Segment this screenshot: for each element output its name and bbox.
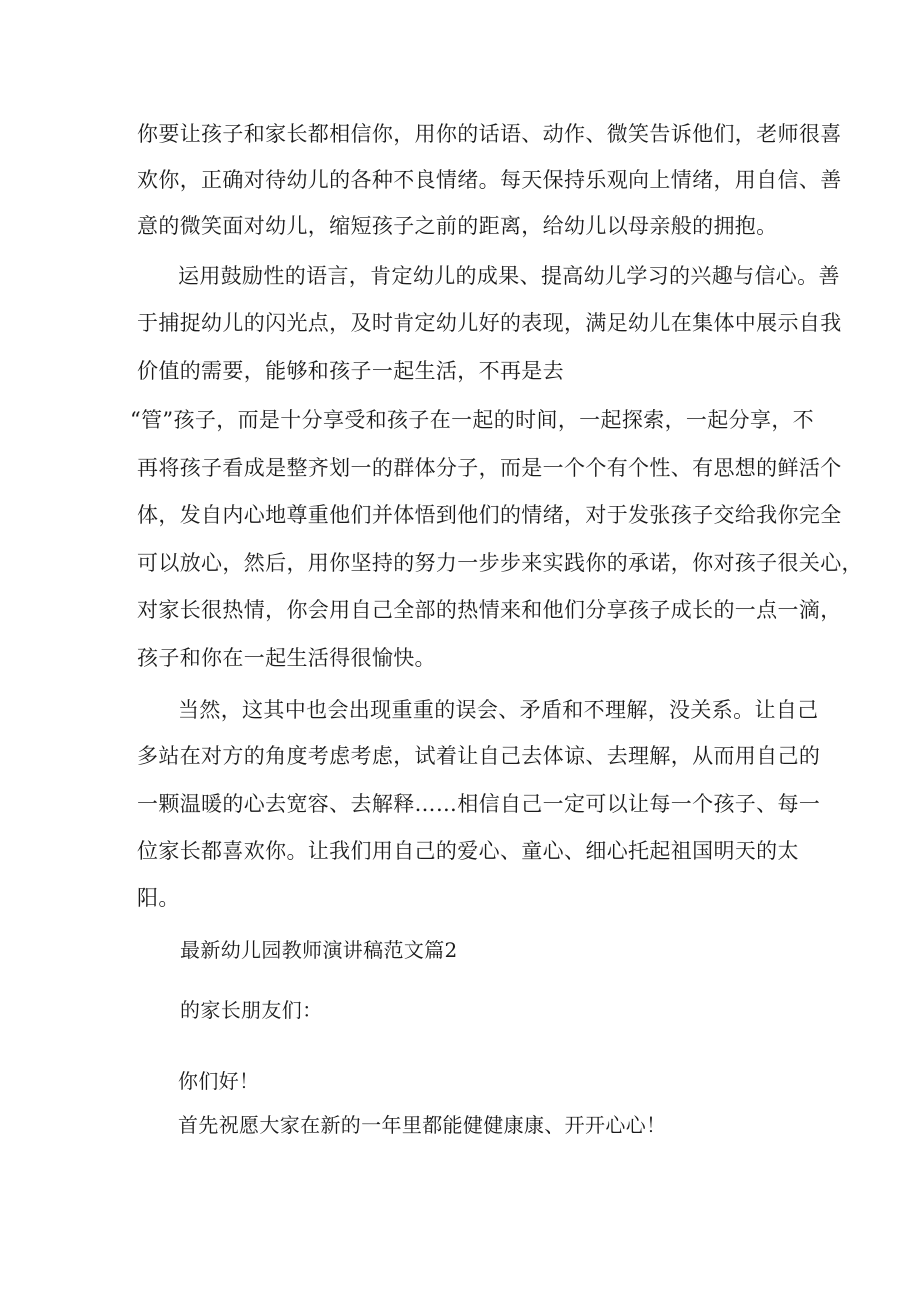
paragraph-4-line-2: 多站在对方的角度考虑考虑，试着让自己去体谅、去理解，从而用自己的 [137, 744, 821, 768]
paragraph-1-line-2: 欢你，正确对待幼儿的各种不良情绪。每天保持乐观向上情绪，用自信、善 [137, 168, 842, 192]
paragraph-3-line-5: 对家长很热情，你会用自己全部的热情来和他们分享孩子成长的一点一滴， [137, 598, 842, 622]
paragraph-3-line-6: 孩子和你在一起生活得很愉快。 [137, 646, 436, 670]
paragraph-1-line-1: 你要让孩子和家长都相信你，用你的话语、动作、微笑告诉他们，老师很喜 [137, 122, 842, 146]
paragraph-3-line-1: “管”孩子，而是十分享受和孩子在一起的时间，一起探索，一起分享，不 [130, 408, 815, 432]
paragraph-1-line-3: 意的微笑面对幼儿，缩短孩子之前的距离，给幼儿以母亲般的拥抱。 [137, 214, 778, 238]
paragraph-4-line-1: 当然，这其中也会出现重重的误会、矛盾和不理解，没关系。让自己 [178, 698, 819, 722]
paragraph-2-line-2: 于捕捉幼儿的闪光点，及时肯定幼儿好的表现，满足幼儿在集体中展示自我 [137, 311, 842, 335]
paragraph-4-line-5: 阳。 [137, 886, 180, 910]
paragraph-2-line-1: 运用鼓励性的语言，肯定幼儿的成果、提高幼儿学习的兴趣与信心。善 [178, 264, 840, 288]
paragraph-2-line-3: 价值的需要，能够和孩子一起生活，不再是去 [137, 359, 564, 383]
greeting-line: 你们好！ [178, 1069, 260, 1093]
paragraph-4-line-3: 一颗温暖的心去宽容、去解释……相信自己一定可以让每一个孩子、每一 [137, 792, 821, 816]
paragraph-4-line-4: 位家长都喜欢你。让我们用自己的爱心、童心、细心托起祖国明天的太 [137, 839, 799, 863]
paragraph-3-line-2: 再将孩子看成是整齐划一的群体分子，而是一个个有个性、有思想的鲜活个 [137, 456, 842, 480]
wishes-line: 首先祝愿大家在新的一年里都能健健康康、开开心心！ [178, 1113, 667, 1137]
section-title: 最新幼儿园教师演讲稿范文篇2 [180, 938, 458, 962]
paragraph-3-line-4: 可以放心，然后，用你坚持的努力一步步来实践你的承诺，你对孩子很关心， [137, 551, 863, 575]
salutation-line: 的家长朋友们： [180, 998, 323, 1022]
paragraph-3-line-3: 体，发自内心地尊重他们并体悟到他们的情绪，对于发张孩子交给我你完全 [137, 503, 842, 527]
